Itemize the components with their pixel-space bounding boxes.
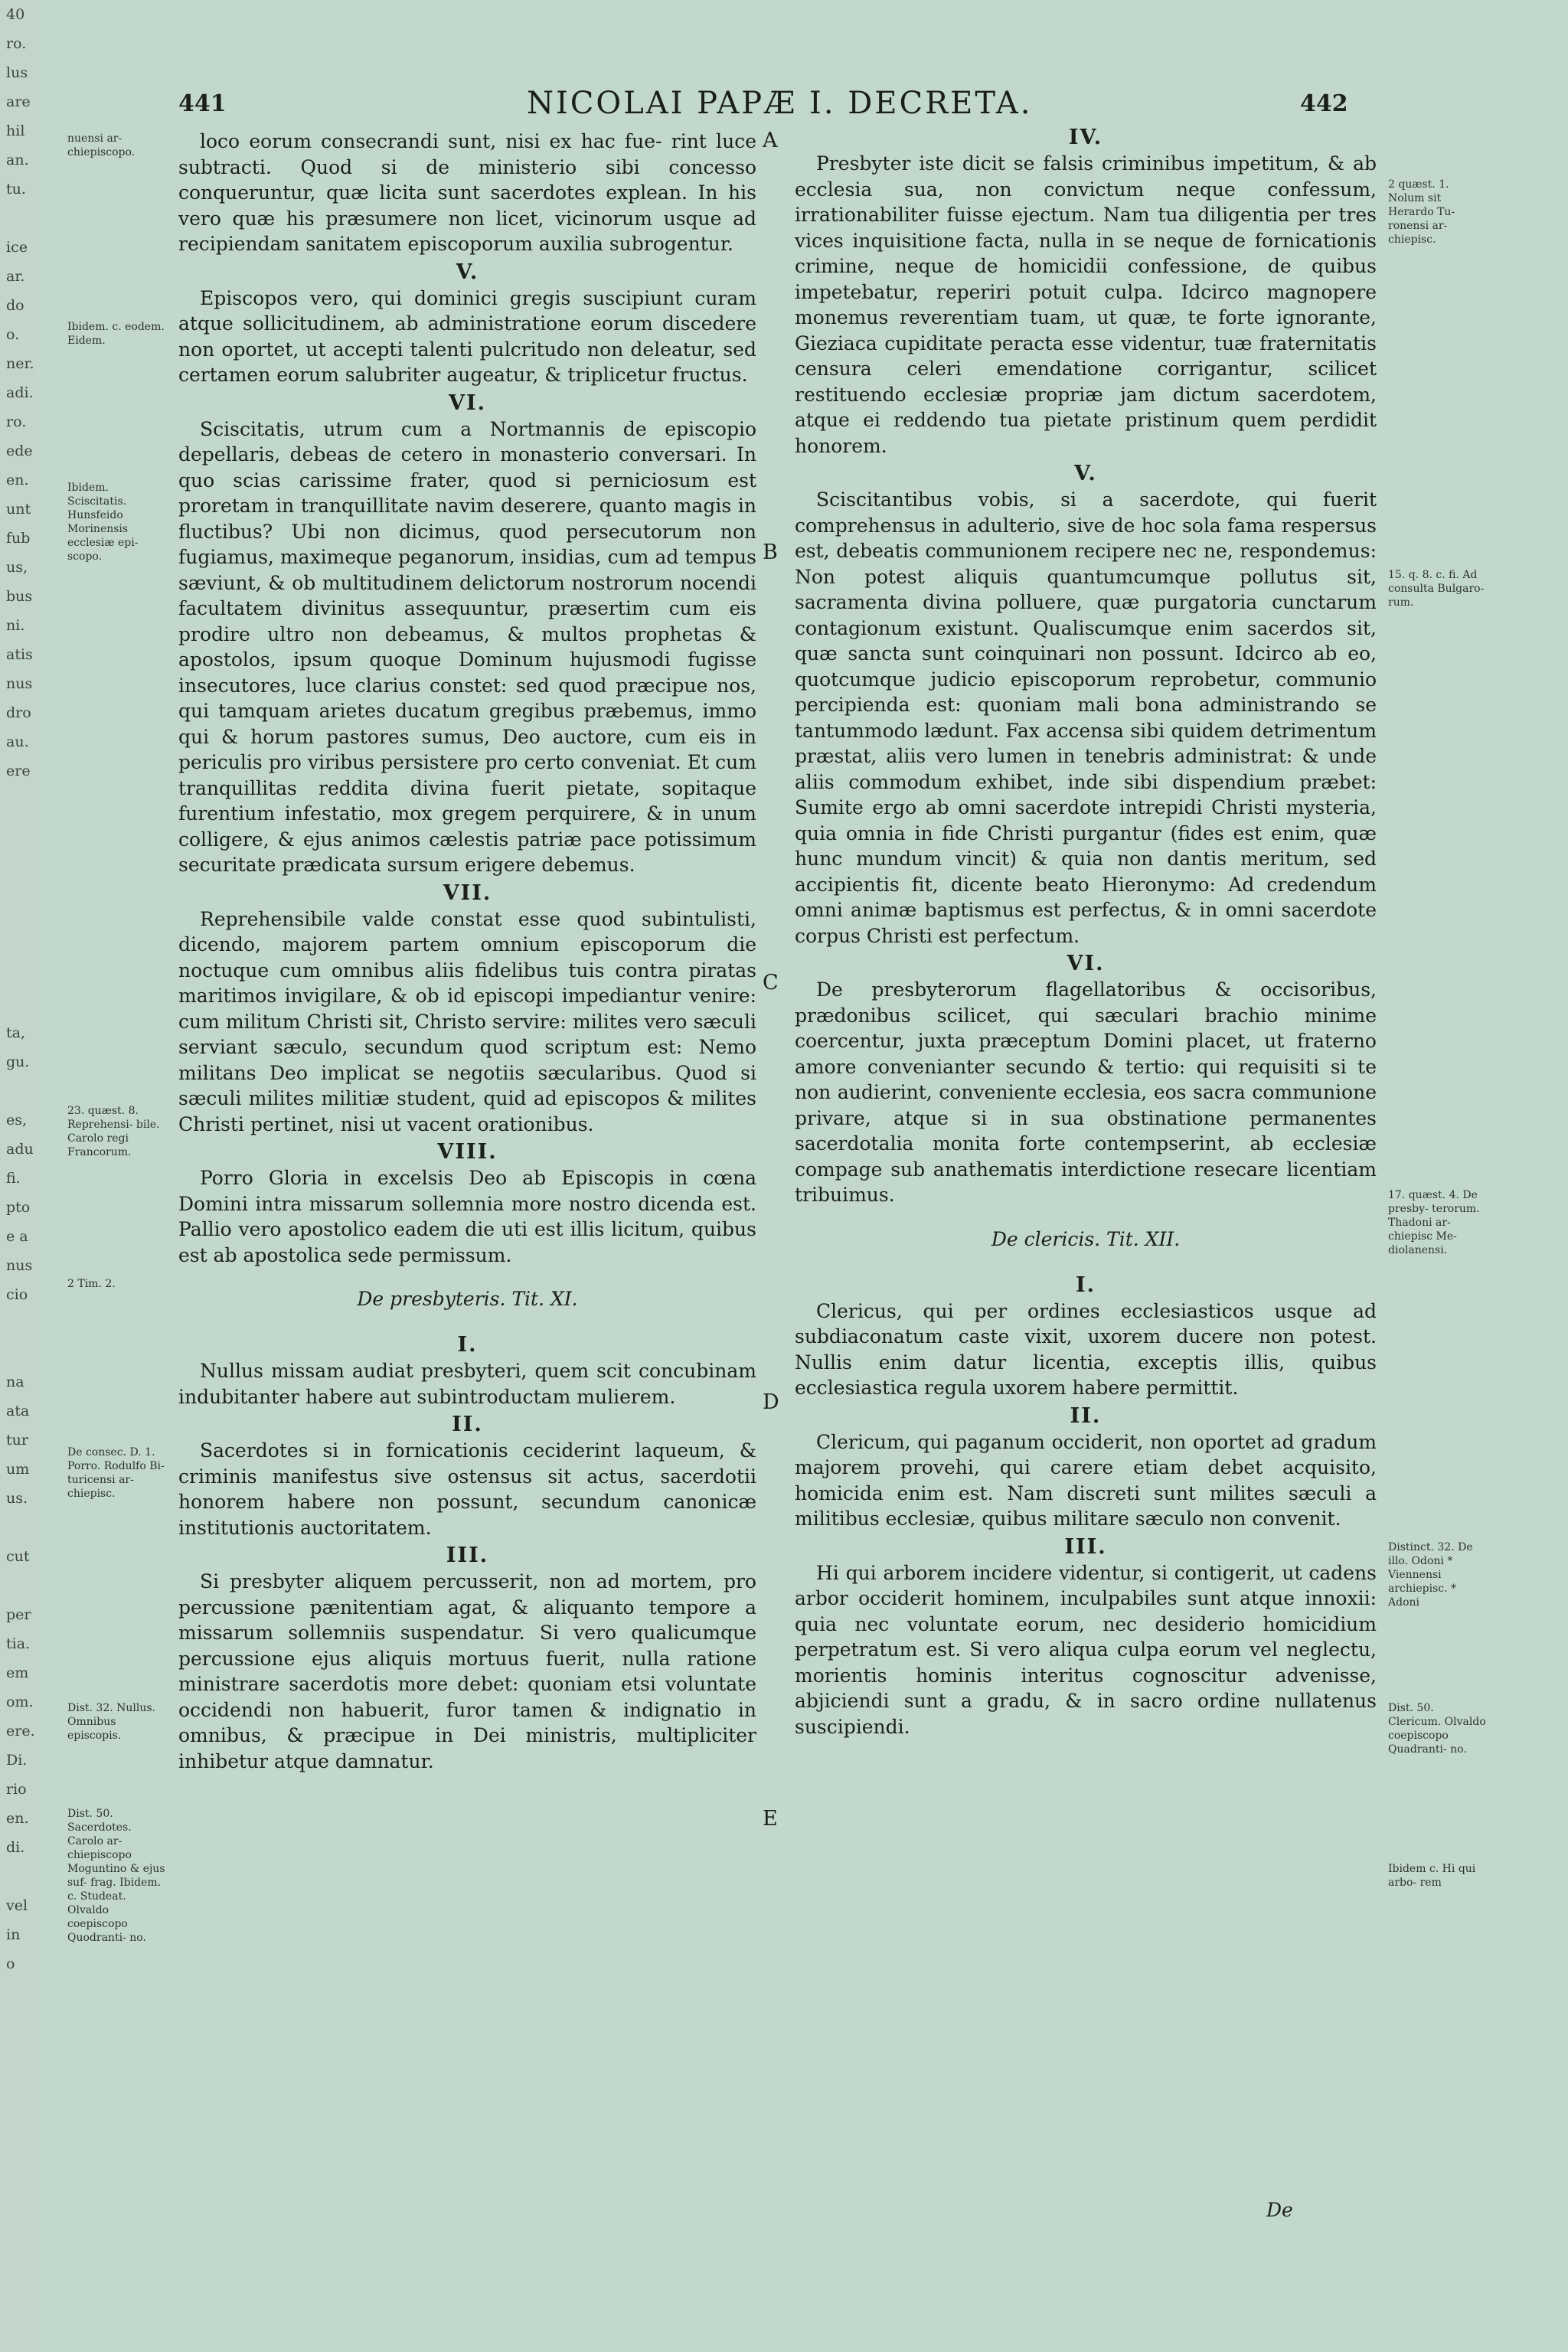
strip-fragment: per [6, 1606, 31, 1623]
strip-fragment: rio [6, 1781, 27, 1798]
strip-fragment [3, 844, 37, 873]
strip-fragment [3, 1076, 37, 1106]
right-text-column [795, 122, 1377, 1740]
strip-fragment [3, 1571, 37, 1600]
catchword: De [1266, 2199, 1293, 2221]
margin-note: 2 Tim. 2. [67, 1278, 116, 1290]
section-heading: I. [457, 1333, 478, 1357]
section-heading: II. [452, 1413, 483, 1436]
strip-fragment: us. [6, 1490, 28, 1507]
paragraph: Clericus, qui per ordines ecclesiasticos usque ad subdiaconatum caste vixit, uxorem ducere non potest. Nullis enim datur licentia, exceptis illis, quibus ecclesiastica regula uxorem habere permittit. [795, 1299, 1377, 1399]
section-heading: VI. [449, 390, 486, 415]
margin-note: Distinct. 32. De illo. Odoni * Viennensi archiepisc. * Adoni [1388, 1541, 1473, 1609]
strip-fragment: ro. [6, 35, 27, 52]
margin-note: Ibidem c. Hi qui arbo- rem [1388, 1863, 1476, 1889]
strip-fragment: ere. [6, 1723, 35, 1740]
strip-fragment: o [6, 1955, 15, 1972]
strip-fragment [3, 1338, 37, 1367]
strip-fragment: us, [6, 559, 28, 576]
section-letter: B [763, 541, 778, 564]
strip-fragment: o. [6, 326, 20, 343]
strip-fragment: um [6, 1461, 30, 1478]
strip-fragment: do [6, 297, 24, 314]
strip-fragment: ta, [6, 1024, 26, 1041]
section-letter: E [763, 1807, 778, 1831]
adjacent-page-strip [0, 0, 38, 2352]
strip-fragment [3, 815, 37, 844]
section-heading: VII. [443, 880, 492, 905]
strip-fragment: in [6, 1926, 21, 1943]
section-heading: I. [1075, 1272, 1096, 1297]
section-letter: A [763, 129, 778, 152]
strip-fragment: Di. [6, 1752, 28, 1769]
strip-fragment: are [6, 93, 31, 110]
strip-fragment: cut [6, 1548, 30, 1565]
strip-fragment: di. [6, 1839, 25, 1856]
strip-fragment [3, 989, 37, 1018]
paragraph: Sacerdotes si in fornicationis ceciderint laqueum, & criminis manifestus sive ostensus sit actus, sacerdotii honorem habere non possunt, secundum canonicæ institutionis auctoritatem. [178, 1439, 756, 1539]
strip-fragment [3, 204, 37, 233]
margin-note: Ibidem. Sciscitatis. Hunsfeido Morinensis ecclesiæ epi- scopo. [67, 482, 139, 563]
strip-fragment: adu [6, 1141, 34, 1158]
section-heading: II. [1070, 1403, 1102, 1428]
section-letter: D [763, 1390, 779, 1414]
strip-fragment: ede [6, 443, 33, 459]
strip-fragment: gu. [6, 1054, 30, 1070]
strip-fragment: en. [6, 472, 29, 488]
strip-fragment [3, 931, 37, 960]
strip-fragment: unt [6, 501, 31, 518]
title-heading: De clericis. Tit. XII. [991, 1227, 1181, 1250]
strip-fragment: tia. [6, 1635, 31, 1652]
strip-fragment: fub [6, 530, 31, 547]
strip-fragment [3, 873, 37, 902]
strip-fragment: au. [6, 733, 29, 750]
paragraph: Episcopos vero, qui dominici gregis suscipiunt curam atque sollicitudinem, ab administratione eorum discedere non oportet, ut accepti talenti pulcritudo non deleatur, sed certamen eorum salubriter augeatur, & triplicetur fructus. [178, 286, 756, 386]
paragraph: Presbyter iste dicit se falsis criminibus impetitum, & ab ecclesia sua, non convictum neque confessum, irrationabiliter fuisse ejectum. Nam tua diligentia per tres vices inquisitione facta, nulla in se neque de fornicationis crimine, neque de homicidii confessione, de quibus impetebatur, reperiri potuit culpa. Idcirco magnopere monemus reverentiam tuam, ut quæ, te forte ignorante, Gieziaca cupiditate peracta esse videntur, tuæ fraternitatis censura celeri emendatione corrigantur, scilicet restituendo ecclesiæ propriæ jam dictum sacerdotem, atque ei reddendo tua pietate pristinum quem perdidit honorem. [795, 152, 1377, 457]
strip-fragment: nus [6, 675, 33, 692]
strip-fragment: atis [6, 646, 33, 663]
section-letter: C [763, 971, 779, 995]
strip-fragment [3, 786, 37, 815]
strip-fragment: om. [6, 1694, 34, 1710]
strip-fragment: cio [6, 1286, 28, 1303]
left-text-column [178, 129, 756, 1774]
paragraph: Sciscitatis, utrum cum a Nortmannis de episcopio depellaris, debeas de cetero in monasterio conversari. In quo scias carissime frater, quod si perniciosum est proretam in tranquillitate navim deserere, quanto magis in fluctibus? Ubi non dicimus, quod persecutorum non fugiamus, maximeque peganorum, insidias, cum ad tempus sæviunt, & ob multitudinem delictorum nostrorum nocendi facultatem divinitus assequuntur, præsertim cum eis prodire ultro non debeamus, & multos prophetas & apostolos, ipsum quoque Dominum hujusmodi fugisse insecutores, luce clarius constet: sed quod præcipue nos, qui tamquam arietes ducatum gregibus præbemus, immo qui & horum pastores sumus, Deo auctore, cum eis in periculis pro viribus persistere pro certo conveniat. Et cum tranquillitas reddita divina fuerit pietate, sopitaque furentium infestatio, mox gregem perquirere, & in unum colligere, & ejus animos cælestis patriæ pace potissimum securitate prædicata sursum erigere debemus. [178, 417, 756, 876]
section-heading: VIII. [437, 1140, 498, 1164]
strip-fragment [3, 960, 37, 989]
strip-fragment: es, [6, 1112, 28, 1129]
strip-fragment [3, 1309, 37, 1338]
margin-note: De consec. D. 1. Porro. Rodulfo Bi- turicensi ar- chiepisc. [67, 1446, 165, 1500]
paragraph: Reprehensibile valde constat esse quod subintulisti, dicendo, majorem partem omnium episcoporum die noctuque cum omnibus aliis fidelibus tuis contra piratas maritimos invigilare, & ob id episcopi impediantur venire: cum militum Christi sit, Christo servire: milites vero sæculi serviant sæculo, secundum quod scriptum est: Nemo militans Deo implicat se negotiis sæcularibus. Quod si sæculi milites militiæ student, quid ad episcopos & milites Christi pertinet, nisi ut vacent orationibus. [178, 907, 756, 1135]
title-heading: De presbyteris. Tit. XI. [357, 1288, 578, 1310]
strip-fragment: ar. [6, 268, 25, 285]
strip-fragment: 40 [6, 6, 25, 23]
margin-note: 23. quæst. 8. Reprehensi- bile. Carolo regi Francorum. [67, 1105, 160, 1158]
strip-fragment: ro. [6, 413, 27, 430]
margin-note: 17. quæst. 4. De presby- terorum. Thadoni ar- chiepisc Me- diolanensi. [1388, 1189, 1480, 1256]
strip-fragment: ice [6, 239, 28, 256]
margin-note: Dist. 50. Clericum. Olvaldo coepiscopo Quadranti- no. [1388, 1702, 1486, 1756]
paragraph: Si presbyter aliquem percusserit, non ad mortem, pro percussione pænitentiam agat, & aliquanto tempore a missarum sollemniis suspendatur. Si vero qualicumque percussione ejus aliquis mortuus fuerit, nulla ratione ministrare sacerdotis more debet: quoniam etsi voluntate occidendi non habuerit, furor tamen & indignatio in omnibus, & præcipue in Dei ministris, multipliciter inhibetur atque damnatur. [178, 1570, 756, 1772]
right-page-number: 442 [1300, 90, 1348, 117]
book-page [37, 0, 1568, 2352]
strip-fragment: bus [6, 588, 33, 605]
margin-note: Dist. 32. Nullus. Omnibus episcopis. [67, 1702, 156, 1742]
paragraph: De presbyterorum flagellatoribus & occisoribus, prædonibus scilicet, qui sæculari brachio minime coercentur, juxta præceptum Domini placet, ut fraterno amore convenianter secundo & tertio: qui requisiti si te non audierint, conveniente ecclesia, eos sacra communione privare, atque si in sua obstinatione permanentes sacerdotalia monita forte contempserint, ab ecclesiæ compage sub anathematis interdictione resecare licentiam tribuimus. [795, 978, 1377, 1206]
strip-fragment: na [6, 1374, 24, 1390]
section-heading: IV. [1068, 126, 1103, 149]
strip-fragment: tu. [6, 181, 26, 198]
strip-fragment: an. [6, 152, 29, 168]
margin-note: 2 quæst. 1. Nolum sit Herardo Tu- ronensi ar- chiepisc. [1388, 178, 1455, 246]
strip-fragment: en. [6, 1810, 29, 1827]
strip-fragment [3, 1862, 37, 1891]
strip-fragment: dro [6, 704, 31, 721]
paragraph: Porro Gloria in excelsis Deo ab Episcopis in cœna Domini intra missarum sollemnia more nostro dicenda est. Pallio vero apostolico eadem die uti est illis licitum, quibus est ab apostolica sede permissum. [178, 1167, 756, 1266]
section-heading: III. [1064, 1534, 1107, 1559]
strip-fragment: e a [6, 1228, 28, 1245]
section-heading: V. [1074, 462, 1097, 485]
section-heading: VI. [1067, 952, 1105, 975]
strip-fragment: pto [6, 1199, 31, 1216]
strip-fragment: ni. [6, 617, 25, 634]
paragraph: loco eorum consecrandi sunt, nisi ex hac fue- rint luce subtracti. Quod si de ministerio sibi concesso conqueruntur, quæ licita sunt sacerdotes explean. In his vero quæ his præsumere non licet, vicinorum usque ad recipiendam sanitatem episcoporum auxilia subrogentur. [178, 130, 756, 255]
strip-fragment: adi. [6, 384, 34, 401]
left-page-number: 441 [178, 90, 227, 117]
strip-fragment: hil [6, 122, 25, 139]
running-head: NICOLAI PAPÆ I. DECRETA. [527, 86, 1033, 121]
margin-note: Dist. 50. Sacerdotes. Carolo ar- chiepiscopo Moguntino & ejus suf- frag. Ibidem. c. Studeat. Olvaldo coepiscopo Quodranti- no. [67, 1808, 165, 1944]
strip-fragment: ner. [6, 355, 34, 372]
strip-fragment [3, 902, 37, 931]
strip-fragment: tur [6, 1432, 28, 1449]
margin-note: Ibidem. c. eodem. Eidem. [67, 321, 165, 347]
paragraph: Clericum, qui paganum occiderit, non oportet ad gradum majorem provehi, qui carere etiam debet acquisito, homicida enim est. Nam discreti sunt milites sæculi a militibus ecclesiæ, quibus militare sæculo non convenit. [795, 1430, 1377, 1530]
section-heading: III. [446, 1544, 489, 1567]
section-heading: V. [456, 260, 479, 284]
strip-fragment: em [6, 1664, 29, 1681]
strip-fragment: vel [6, 1897, 28, 1914]
paragraph: Sciscitantibus vobis, si a sacerdote, qui fuerit comprehensus in adulterio, sive de hoc sola fama respersus est, debeatis communionem recipere nec ne, respondemus: Non potest aliquis quantumcumque pollutus sit, sacramenta divina polluere, quæ purgatoria cunctarum contagionum existunt. Qualiscumque enim sacerdos sit, quæ sancta sunt coinquinari non possunt. Idcirco ab eo, quotcumque judicio episcoporum reprobetur, communio percipienda est: quoniam mali bona administrando se tantummodo lædunt. Fax accensa sibi quidem detrimentum præstat, aliis vero lumen in tenebris administrat: & unde aliis commodum exhibet, inde sibi dispendium præbet: Sumite ergo ab omni sacerdote intrepidi Christi mysteria, quia omnia in fide Christi purgantur (fides est enim, quæ hunc mundum vincit) & quia non dantis meritum, sed accipientis fit, dicente beato Hieronymo: Ad credendum omni animæ baptismus est perfectus, & in omni sacerdote corpus Christi est perfectum. [795, 488, 1377, 947]
paragraph: Nullus missam audiat presbyteri, quem scit concubinam indubitanter habere aut subintroductam mulierem. [178, 1360, 756, 1408]
paragraph: Hi qui arborem incidere videntur, si contigerit, ut cadens arbor occiderit hominem, inculpabiles sunt atque innoxii: quia nec voluntate eorum, nec desiderio homicidium perpetratum est. Si vero aliqua culpa eorum vel neglectu, morientis hominis interitus cognoscitur advenisse, abjiciendi sunt a gradu, & in sacro ordine nullatenus suscipiendi. [795, 1561, 1377, 1738]
margin-note: nuensi ar- chiepiscopo. [67, 132, 136, 158]
strip-fragment [3, 1513, 37, 1542]
strip-fragment: nus [6, 1257, 33, 1274]
margin-note: 15. q. 8. c. fi. Ad consulta Bulgaro- rum. [1388, 569, 1485, 609]
strip-fragment: lus [6, 64, 28, 81]
strip-fragments [0, 0, 37, 1978]
strip-fragment: fi. [6, 1170, 21, 1187]
strip-fragment: ata [6, 1403, 30, 1419]
strip-fragment: ere [6, 763, 31, 779]
